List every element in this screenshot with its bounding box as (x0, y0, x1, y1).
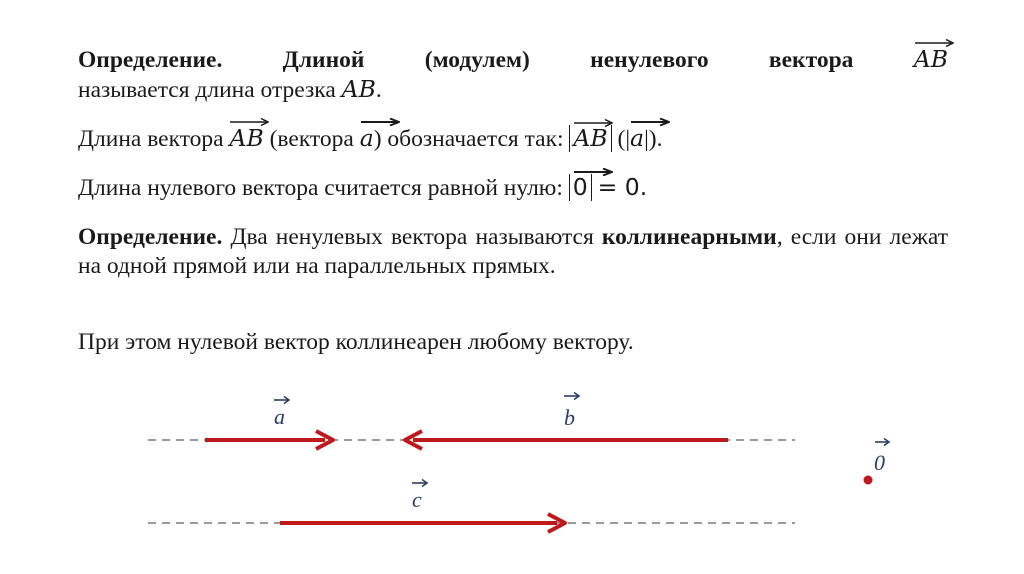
collinear-vectors-diagram (140, 380, 900, 550)
period: . (375, 77, 382, 103)
definition-length-text: Длиной (модулем) ненулевого вектора (282, 47, 854, 73)
vector-arrow-icon (573, 168, 613, 176)
vector-arrow-icon (630, 118, 670, 126)
vector-arrow-icon (360, 118, 400, 126)
svg-text:b: b (564, 405, 575, 430)
zero-vector-point (864, 476, 873, 485)
notation-text-3: ) обозначается так: (373, 126, 564, 152)
svg-text:a: a (274, 404, 285, 429)
definition-lead-2: Определение. (78, 224, 223, 250)
label-b (564, 393, 579, 431)
vector-ab: AB (914, 45, 948, 74)
equals-zero: = 0. (597, 173, 648, 201)
vector-arrow-icon (229, 118, 269, 126)
zero-collinear-text: При этом нулевой вектор коллинеарен любому вектору. (78, 329, 634, 355)
vector-a: a (630, 124, 644, 153)
vector-arrow-icon (914, 39, 954, 47)
segment-ab: AB (341, 75, 376, 103)
vector-b-arrow (405, 431, 728, 449)
label-zero (874, 439, 889, 476)
collinear-definition-paragraph (78, 223, 948, 281)
collinear-term: коллинеарными (601, 224, 777, 250)
definition-length-paragraph-line2 (78, 75, 948, 105)
notation-text-2: (вектора (269, 126, 354, 152)
norm-zero (569, 174, 592, 201)
vector-a-arrow (205, 431, 333, 449)
norm-ab (569, 125, 611, 152)
zero-collinear-paragraph (78, 328, 948, 357)
svg-text:0: 0 (874, 450, 885, 475)
definition-length-text-2: называется длина отрезка (78, 77, 336, 103)
notation-close: |). (644, 126, 663, 152)
zero-vector: 0 (573, 174, 588, 200)
vector-ab: AB (229, 124, 263, 153)
collinear-text-2: , если они лежат на одной прямой или на параллельных прямых. (78, 224, 949, 279)
collinear-text-1: Два ненулевых вектора называются (230, 224, 594, 250)
zero-vector-length-paragraph (78, 173, 948, 203)
notation-text-1: Длина вектора (78, 126, 224, 152)
definition-lead: Определение. (78, 47, 223, 73)
label-c (412, 480, 427, 513)
label-a (274, 397, 289, 430)
zero-length-text: Длина нулевого вектора считается равной нулю: (78, 175, 563, 201)
vector-a: a (360, 124, 374, 153)
notation-open: (| (617, 126, 631, 152)
vector-c-arrow (280, 514, 565, 532)
svg-text:c: c (412, 487, 422, 512)
vector-arrow-icon (573, 119, 613, 127)
vector-ab: AB (573, 125, 607, 151)
vector-length-notation-paragraph (78, 124, 948, 154)
definition-length-paragraph-line1 (78, 45, 948, 75)
